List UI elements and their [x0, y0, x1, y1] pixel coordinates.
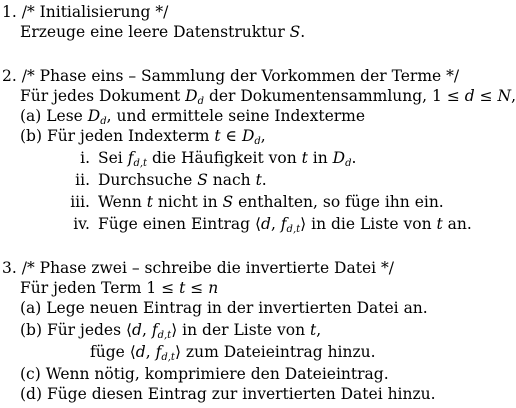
- step-2b-iv: iv. Füge einen Eintrag ⟨d, $f_{d,t}⟩$ in die Liste von t an.: [73, 215, 472, 235]
- step-3b: (b) Für jedes ⟨d, $f_{d,t}⟩$ in der Liste von t,: [20, 321, 322, 341]
- step-3d: (d) Füge diesen Eintrag zur invertierten Datei hinzu.: [20, 385, 436, 403]
- step-1-body: Erzeuge eine leere Datenstruktur S.: [20, 23, 306, 41]
- step-2b-ii: ii. Durchsuche S nach t.: [75, 171, 267, 189]
- step-2b-iii: iii. Wenn t nicht in S enthalten, so füge ihn ein.: [70, 193, 444, 211]
- step-3c: (c) Wenn nötig, komprimiere den Dateieintrag.: [20, 365, 389, 383]
- step-2b-i: i. Sei $f_{d,t}$ die Häufigkeit von t in $D_d$.: [80, 149, 357, 169]
- step-3-intro: Für jeden Term 1 ≤ t ≤ n: [20, 279, 219, 297]
- step-2-heading: 2. /* Phase eins – Sammlung der Vorkommen der Terme */: [2, 67, 460, 85]
- step-3-heading: 3. /* Phase zwei – schreibe die invertierte Datei */: [2, 259, 394, 277]
- step-3b-cont: füge ⟨d, $f_{d,t}⟩$ zum Dateieintrag hinzu.: [90, 343, 376, 363]
- step-1-heading: 1. /* Initialisierung */: [2, 3, 169, 21]
- step-2b: (b) Für jeden Indexterm t ∈ $D_d$,: [20, 127, 266, 147]
- step-2a: (a) Lese $D_d$, und ermittele seine Indexterme: [20, 107, 366, 127]
- step-3a: (a) Lege neuen Eintrag in der invertierten Datei an.: [20, 299, 428, 317]
- step-2-intro: Für jedes Dokument $D_d$ der Dokumentensammlung, 1 ≤ d ≤ N,: [20, 87, 516, 107]
